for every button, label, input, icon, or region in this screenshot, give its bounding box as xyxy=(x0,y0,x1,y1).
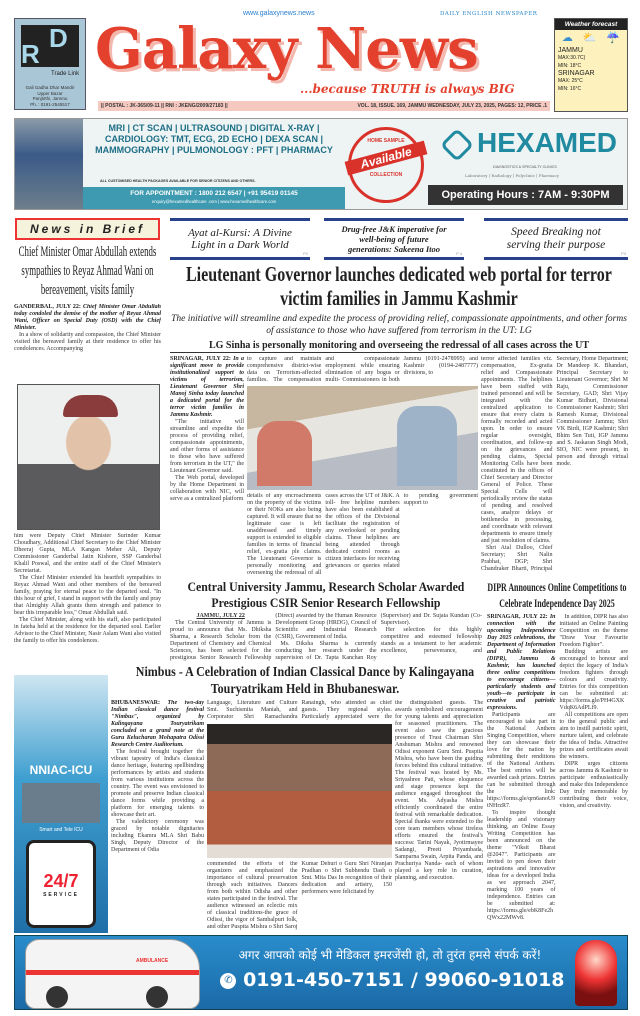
nimbus-headline[interactable]: Nimbus - A Celebration of Indian Classical Dance by Kalingayana Touryatrikam Held in Bhubaneswar. xyxy=(135,665,475,697)
website-link[interactable]: www.galaxynews.news xyxy=(243,10,315,17)
dipr-headline[interactable]: DIPR Announces Online Competitions to Celebrate Independence Day 2025 xyxy=(487,580,627,610)
paragraph: The festival brought together the vibrant tapestry of India's classical dance heritage, featuring spellbinding performances by artists and students from various institutions across the country. The event was envisioned to promote and preserve Indian classical dance forms while providing a platform for emerging talents to showcase their art. xyxy=(111,749,204,818)
teaser-title: Speed Breaking not serving their purpose xyxy=(506,226,606,251)
paragraph: Her selection for this highly competitive and esteemed fellowship stands as a testament to her academic excellence, perseverance, and xyxy=(380,627,482,654)
weather-forecast xyxy=(554,18,628,112)
nimbus-body-bottom xyxy=(207,861,392,932)
paragraph: DIPR urges citizens across Jammu & Kashmir to participate enthusiastically and make this Independence Day truly memorable by contributing their voice, vision, and creativity. xyxy=(559,761,628,809)
paragraph: "The initiative will streamline and expedite the process of providing relief, compassionate appointments, and other forms of assistance to those who have suffered from terrorism in the UT," the Lieutenant Governor said. xyxy=(170,419,244,474)
home-sample-stamp xyxy=(348,127,424,203)
main-lead-column xyxy=(170,356,244,577)
issue-strip xyxy=(98,101,550,111)
siren-light-icon xyxy=(575,940,617,1006)
main-deck: LG Sinha is personally monitoring and overseeing the redressal of all cases across the UT xyxy=(170,339,628,353)
daily-label: DAILY ENGLISH NEWSPAPER xyxy=(440,11,538,17)
service-label: SERVICE xyxy=(43,892,79,898)
brand-labs: Laboratory | Radiology | Polyclinic | Pharmacy xyxy=(465,173,560,178)
rain-icon: ☔ xyxy=(606,32,621,44)
hexamed-ad[interactable] xyxy=(14,118,628,210)
srinagar-max: MAX: 25°C xyxy=(558,78,583,84)
rd-trade-link: Trade Link xyxy=(51,71,80,77)
srinagar-city: SRINAGAR xyxy=(558,70,595,77)
paragraph: commended the efforts of the organizers and emphasized the importance of cultural preservation through such initiatives. Dancers from both within Odisha and other states participated in the festival. The audience witnessed an eclectic mix of classical traditions-the grace of Odissi, the vigor of Sambalpuri folk, and other Puspita Mishra o Shri Saroj Kumar Dehuri o Guru Shri Niranjan Pradhan o Shri Subhendu Dash o Smt. Mita Das In recognition of their dedication and artistry, 150 performers were felicitated by xyxy=(207,861,392,930)
rd-trade-link-ad[interactable] xyxy=(14,18,86,110)
stamp-available: Available xyxy=(345,141,428,176)
paragraph: him were Deputy Chief Minister Surinder Kumar Choudhary, Additional Chief Secretary to the Chief Minister Dheeraj Gupta, MLA Kangan Meher Ali, Deputy Commissioner Ganderbal Jatin Kishore, SSP Ganderbal Khalil Poswal, and the entire staff of the Chief Minister's Secretariat. xyxy=(14,533,161,574)
paragraph: Language, Literature and Culture Smt. Suchismita Maniah, and Corporator Shri Ramachandra Ranaingh, who attended as chief guests. They regional styles. Particularly appreciated were the xyxy=(207,700,392,720)
rd-logo-d: D xyxy=(49,23,68,53)
main-body-right xyxy=(481,356,628,577)
paragraph: The Chief Minister, along with his staff, also participated in fateha held at the residence for the departed soul. Earlier Advisor to the Chief Minister, Nasir Aslam Wani also visited the family to offer his condolences. xyxy=(14,617,161,644)
brief-headline[interactable]: Chief Minister Omar Abdullah extends sympathies to Reyaz Ahmad Wani on bereavement, visits family xyxy=(18,244,157,298)
person xyxy=(257,421,312,486)
paragraph: Ms. Diksha Sharma is currently conducting her research under the supervision of Dr. Tapta Kanchan Roy (Supervisor) and Dr. Sujata Kundan (Co-Supervisor). xyxy=(275,613,482,661)
lead-text: In connection with the upcoming Independence Day 2025 celebrations, the Department of Information and Public Relations (DIPR), Jammu & Kashmir, has launched three online competitions to encourage citizens—particularly students and youth—to participate in creative and patriotic expressions. xyxy=(487,614,556,711)
ad-email: enquiry@hexamedhealthcare .com | www.hexamedhealthcare.com xyxy=(151,199,277,204)
operating-hours: Operating Hours : 7AM - 9:30PM xyxy=(428,185,623,205)
addr-phone: Ph. : 0191-2545517 xyxy=(30,101,70,107)
cloud-icon: ☁ xyxy=(561,32,573,44)
teaser-page: P2 xyxy=(303,251,308,256)
news-in-brief-label: News in Brief xyxy=(15,218,160,240)
main-lead xyxy=(170,356,244,419)
paragraph: the distinguished guests. The awards symbolized encouragement for young talents and appreciation for seasoned practitioners. The event also saw the gracious presence of Trust Chairman Shri Anshuman Mishra and renowned Odissi exponent Guru Smt. Puspita Mishra, who have been the guiding forces behind this cultural initiative. The festival was hosted by Ms. Sriyashree Pati, whose eloquence and stage presence kept the audience engaged throughout the event. Ms. Adyasha Mishra efficiently coordinated the entire festival with remarkable dedication. Special thanks were extended to the core team members whose tireless efforts ensured the festival's success: Tarini Nayak, Jyotirmayee Sadangi, Preeti Priyambada, Samparna Swain, Arpita Panda, and Prachuriya Nanda- each of whom played a key role in curation, planning, and execution. xyxy=(395,700,483,881)
lead-text: In a significant move to provide institutionalized support to victims of terrorism, Lieutenant Governor Shri Manoj Sinha today launched a dedicated portal for the terror victim families in Jammu Kashmir. xyxy=(170,356,244,418)
weather-title: Weather forecast xyxy=(555,19,627,30)
paragraph: to capture and maintain comprehensive district-wise data on Terrorism-affected families. The compensation and compassionate employment while ensuring elimination of any bogus or multi- Commissioners in both Jammu (0191-2478995) and Kashmir (0194-2487777) divisions, to xyxy=(247,356,478,383)
paragraph: Budding artists are encouraged to honour and depict the legacy of India's freedom fighters through colours and creativity. Entries for this competition can be submitted at: https://forms.gle/PH4GXKVdqK6AdPLf9. xyxy=(559,649,628,711)
lg-meeting-photo xyxy=(247,386,478,490)
medical-cross-icon xyxy=(440,128,474,162)
nimbus-body-top xyxy=(207,700,392,722)
teaser-ayat-al-kursi[interactable] xyxy=(170,218,310,260)
teaser-title: Drug-free J&K imperative for well-being of future generations: Sakeena Itoo xyxy=(341,224,447,254)
paragraph: In a show of solidarity and compassion, the Chief Minister visited the bereaved family at their residence to offer his condolences. Accompanying xyxy=(14,332,161,352)
lead-text: Chief Minister Omar Abdullah today condoled the demise of the mother of Reyaz Ahmad Wani, Officer on Special Duty (OSD) with the Chief Minister. xyxy=(14,304,161,331)
teaser-page: P3 xyxy=(621,251,626,256)
newspaper-title: Galaxy News xyxy=(95,16,478,82)
nimbus-body-col1 xyxy=(111,700,204,932)
nimbus-lead xyxy=(111,700,204,749)
stamp-top: HOME SAMPLE xyxy=(367,138,405,144)
ambulance-graphic xyxy=(25,939,200,1009)
ambulance-ad[interactable] xyxy=(14,935,628,1010)
brand-sub: DIAGNOSTICS & SPECIALTY CLINICS xyxy=(493,165,557,169)
paragraph: Shri Atal Dulloo, Chief Secretary; Shri Nalin Prabhat, DGP; Shri Chandraker Bharti, Principal Secretary, Home Department; Dr Mandeep K. Bhandari, Principal Secretary to Lieutenant Governor; Shri M Raju, Commissioner Secretary, GAD; Shri Vijay Kumar Bidhuri, Divisional Commissioner Kashmir; Shri Ramesh Kumar, Divisional Commissioner Jammu; Shri VK Birdi, IGP Kashmir; Shri Bhim Sen Tuti, IGP Jammu and S. Jaskaran Singh Modi, SIO, NIC were present, in person and through virtual mode. xyxy=(481,356,628,572)
dateline: GANDERBAL, JULY 22: xyxy=(14,304,81,310)
phone-icon: ✆ xyxy=(220,973,236,989)
lead-text: The two-day Indian classical dance festival "Nimbus", organized by Kalingayana Touryatrikam concluded on a grand note at the Guru Kelucharan Mohapatra Odissi Research Centre Auditorium. xyxy=(111,700,204,748)
dipr-lead xyxy=(487,614,556,712)
stamp-bottom: COLLECTION xyxy=(369,172,403,178)
phone-graphic xyxy=(26,840,96,928)
dateline: SRINAGAR, JULY 22: xyxy=(170,356,231,362)
addr-line: Panjtirthi, Jammu xyxy=(32,96,68,101)
paragraph: The Web portal, developed by the Home Department in collaboration with NIC, will serve as a centralized platform xyxy=(170,475,244,502)
cuj-body xyxy=(170,613,482,663)
service-24-7: 24/7 xyxy=(43,871,79,891)
icu-photo xyxy=(22,783,100,823)
paragraph: To inspire thought leadership and visionary thinking, an Online Essay Writing Competition has been announced on the theme "Viksit Bharat @2047". Participants are invited to pen down their aspirations and innovative ideas for a developed India as we approach 2047, marking 100 years of independence. Entries can be submitted at: https://forms.gle/ebK8Fe2hQWx22MWv8. xyxy=(487,810,556,921)
teaser-drug-free[interactable] xyxy=(324,218,464,260)
teaser-title: Ayat al-Kursi: A Divine Light in a Dark World xyxy=(188,227,292,251)
ad-packages: ALL CUSTOMISED HEALTH PACKAGES AVAILABLE FOR SENIOR CITIZENS AND OTHERS. xyxy=(100,179,256,183)
paragraph: details of any encroachments on the property of the victims or their NOKs are also being captured. It will ensure that no legitimate case is left unaddressed and timely support is extended to eligible families in terms of financial relief, ex-gratia ple claims. The Lieutenant Governor is personally monitoring and overseeing the redressal of all cases across the UT of J&K. A toll- free helpline numbers have also been established at the offices of the Divisional facilitate the registration of any overlooked or pending claims. These helplines are being attended through dedicated control rooms as citizen interfaces for receiving grievances or queries related to pending government support to xyxy=(247,493,478,576)
dateline: SRINAGAR, JULY 22: xyxy=(487,614,548,620)
sun-cloud-icon: ⛅ xyxy=(582,32,597,44)
rd-logo-r: R xyxy=(21,39,40,69)
phone-numbers: 0191-450-7151 / 99060-91018 xyxy=(243,969,565,991)
ad-services: MRI | CT SCAN | ULTRASOUND | DIGITAL X-RAY | CARDIOLOGY: TMT, ECG, 2D ECHO | DEXA SCAN | MAMMOGRAPHY | PULMONOLOGY : PFT | PHARMACY xyxy=(95,123,333,155)
dateline: BHUBANESWAR: xyxy=(111,700,161,706)
building-photo xyxy=(15,119,83,209)
paragraph: In addition, DIPR has also initiated an Online Painting Competition on the theme "Draw Your Favourite Freedom Fighter". xyxy=(559,614,628,648)
ambulance-stripe xyxy=(26,970,199,975)
postal-info: || POSTAL : JK-365/09-11 || RNI : JKENG/2009/27183 || xyxy=(101,103,228,109)
main-body-top xyxy=(247,356,478,384)
teaser-speed-breaking[interactable] xyxy=(484,218,628,260)
wheel xyxy=(146,986,168,1008)
main-body-below xyxy=(247,493,478,577)
jammu-city: JAMMU xyxy=(558,47,583,54)
paragraph: The Chief Minister extended his heartfelt sympathies to Reyaz Ahmad Wani and other members of the bereaved family, praying for eternal peace to the departed soul. "In this hour of grief, I stand in support with the family and pray that Almighty Allah grants them strength and patience to bear this irreparable loss," Omar Abdullah said. xyxy=(14,575,161,616)
addr-line: Gali Gadha Dhar Mandir xyxy=(25,85,75,90)
brief-lead xyxy=(14,304,161,332)
tagline: ...because TRUTH is always BIG xyxy=(300,82,515,96)
emergency-hindi: अगर आपको कोई भी मेडिकल इमरजेंसी हो, तो तुरंत हमसे संपर्क करें! xyxy=(238,948,542,962)
paragraph: The valedictory ceremony was graced by notable dignitaries including Ekamra MLA Shri Babu Singh, Deputy Director of the Department of Odia xyxy=(111,819,204,853)
person xyxy=(397,406,457,486)
nimbus-group-photo xyxy=(207,724,392,858)
paragraph: Participants are encouraged to take part in the National Anthem Singing Competition, where they can showcase their love for the nation by submitting their renditions of the National Anthem. The best entries will be awarded cash prizes. Entries can be submitted through the link: https://forms.gle/qrn6anoU9tNHrzR7. xyxy=(487,712,556,809)
wheel xyxy=(46,986,68,1008)
main-subhead: The initiative will streamline and expedite the process of providing relief, compassionate appointments, and other forms of assistance to those who have suffered from terrorism in the UT: LG xyxy=(171,314,627,336)
jammu-max: MAX:30.7C) xyxy=(558,55,586,61)
nimbus-body-right xyxy=(395,700,483,932)
cuj-headline[interactable]: Central University Jammu, Research Scholar Awarded Prestigious CSIR Senior Research Fellowship xyxy=(187,580,465,610)
nniac-icu-ad[interactable] xyxy=(14,675,108,933)
brief-body-top xyxy=(14,304,161,382)
dateline: JAMMU, JULY 22 xyxy=(196,613,245,619)
hexamed-logo xyxy=(445,127,617,159)
addr-line: Upper Bazar xyxy=(37,90,63,96)
rd-address xyxy=(17,85,83,107)
smart-tele-icu: Smart and Tele ICU xyxy=(39,827,83,833)
cap xyxy=(63,395,118,417)
emergency-phone[interactable] xyxy=(215,969,570,991)
omar-abdullah-photo xyxy=(17,384,160,530)
paragraph: All competitions are open to the general public and aim to instill patriotic spirit, nurture talent, and celebrate the idea of India. Attractive prizes and certificates await the winners. xyxy=(559,712,628,760)
srinagar-min: MIN: 16°C xyxy=(558,86,582,92)
main-headline[interactable]: Lieutenant Governor launches dedicated web portal for terror victim families in Jammu Kashmir xyxy=(185,262,612,310)
teaser-page: P 4 xyxy=(456,251,462,256)
brief-body-bottom xyxy=(14,533,161,662)
nniac-title: NNIAC-ICU xyxy=(29,763,93,777)
paragraph: terror affected families viz. compensation, Ex-gratia relief and Compassionate appointments. The helplines have been staffed with trained personnel and will be integrated with the centralized application to ensure that every claim is formally recorded and acted upon. In order to ensure regular oversight, coordination, and follow-up on the grievances and pending claims, Special Monitoring Cells have been constituted in the offices of Chief Secretary and Director General of Police. These Special Cells will periodically review the status of pending and resolved cases, analyze delays or bottlenecks in processing, and coordinate with relevant departments to ensure timely and just resolution of claims. xyxy=(481,356,553,544)
brand-name: HEXAMED xyxy=(477,127,618,158)
appointment-phone: FOR APPOINTMENT : 1800 212 6547 | +91 95419 01145 xyxy=(130,190,298,197)
ambulance-label: AMBULANCE xyxy=(136,958,169,964)
dipr-body xyxy=(487,614,628,932)
ad-appointment xyxy=(83,187,345,209)
paragraph: The Central University of Jammu is proud to announce that Ms. Dhiksha Sharma, a Research Scholar from the Department of Chemistry and Chemical Sciences, has been selected for the prestigious Senior Research Fellowship (Direct) awarded by the Human Resource Development Group (HRDG), Council of Scientific and Industrial Research (CSIR), Government of India. xyxy=(170,613,377,661)
issue-info: VOL. 18, ISSUE. 169, JAMMU WEDNESDAY, JULY 23, 2025, PAGES: 12, PRICE .1 xyxy=(357,103,547,109)
jammu-min: MIN: 18°C xyxy=(558,63,582,69)
